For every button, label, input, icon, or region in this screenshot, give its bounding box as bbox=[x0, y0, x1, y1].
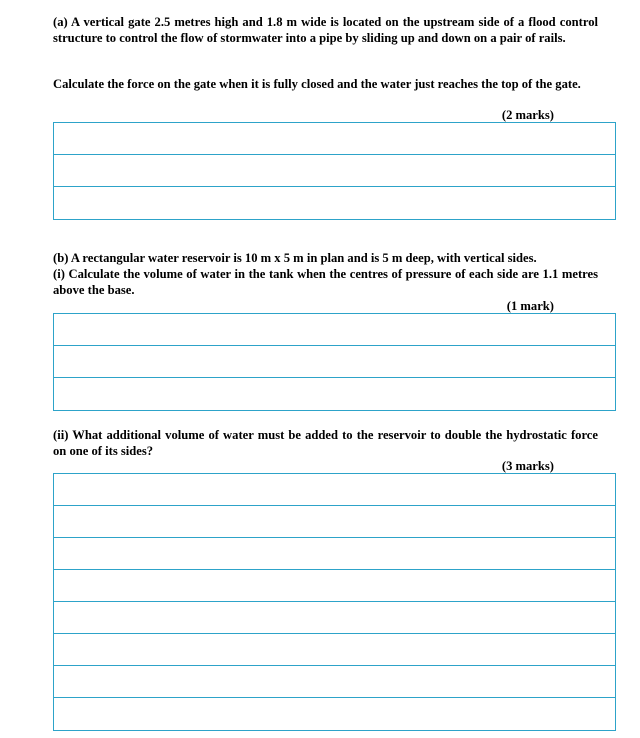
answer-line[interactable] bbox=[54, 506, 615, 538]
question-a-marks: (2 marks) bbox=[501, 108, 554, 122]
answer-line[interactable] bbox=[54, 187, 615, 219]
answer-line[interactable] bbox=[54, 666, 615, 698]
answer-line[interactable] bbox=[54, 155, 615, 187]
question-b-intro: (b) A rectangular water reservoir is 10 m x 5 m in plan and is 5 m deep, with vertical sides. bbox=[53, 251, 537, 265]
answer-box-b-i[interactable] bbox=[53, 313, 616, 411]
question-b-part-ii: (ii) What additional volume of water must be added to the reservoir to double the hydrostatic force on one of its sides? bbox=[53, 428, 598, 458]
answer-line[interactable] bbox=[54, 602, 615, 634]
question-b-ii-marks: (3 marks) bbox=[501, 459, 554, 473]
question-b-marks: (1 mark) bbox=[506, 299, 554, 313]
answer-box-b-ii[interactable] bbox=[53, 473, 616, 731]
question-a-task: Calculate the force on the gate when it is fully closed and the water just reaches the top of the gate. bbox=[53, 77, 581, 91]
answer-line[interactable] bbox=[54, 538, 615, 570]
answer-line[interactable] bbox=[54, 314, 615, 346]
answer-line[interactable] bbox=[54, 698, 615, 730]
question-b-part-i: (i) Calculate the volume of water in the tank when the centres of pressure of each side are 1.1 metres above the base. bbox=[53, 267, 598, 297]
question-a-intro: (a) A vertical gate 2.5 metres high and 1.8 m wide is located on the upstream side of a flood control structure to control the flow of stormwater into a pipe by sliding up and down on a pair of rails. bbox=[53, 15, 598, 45]
answer-line[interactable] bbox=[54, 346, 615, 378]
answer-line[interactable] bbox=[54, 570, 615, 602]
answer-box-a[interactable] bbox=[53, 122, 616, 220]
answer-line[interactable] bbox=[54, 474, 615, 506]
answer-line[interactable] bbox=[54, 378, 615, 410]
answer-line[interactable] bbox=[54, 634, 615, 666]
answer-line[interactable] bbox=[54, 123, 615, 155]
